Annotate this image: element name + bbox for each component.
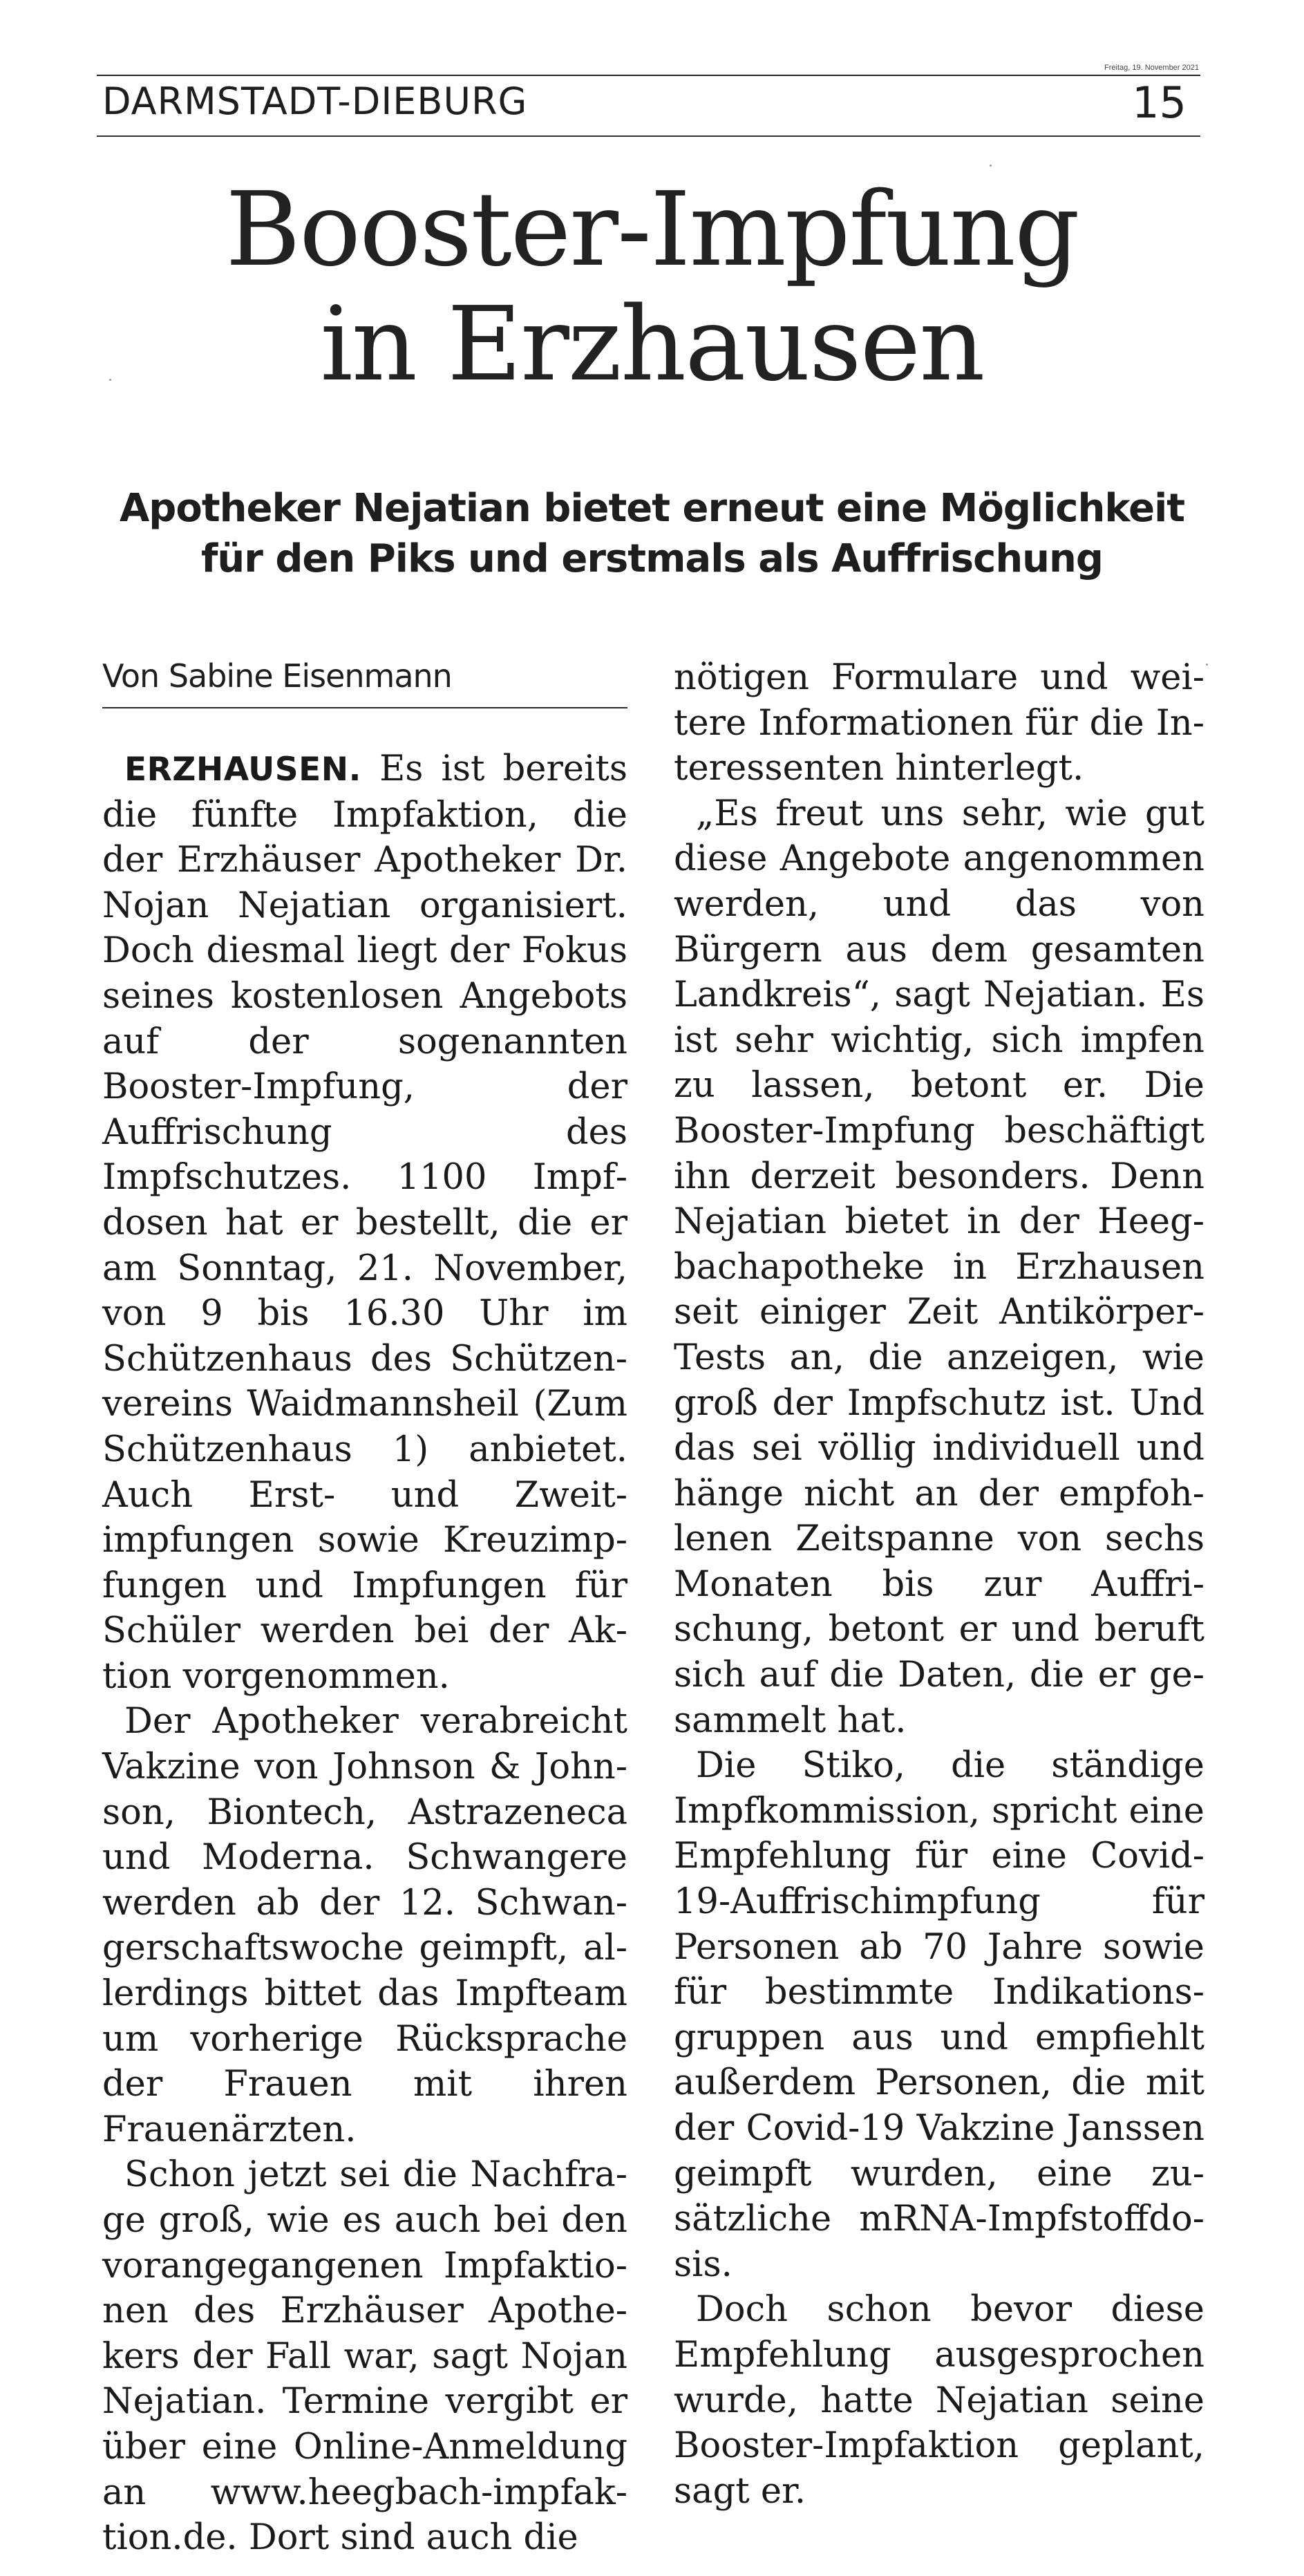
scan-speck xyxy=(109,379,111,381)
subheadline-line-2: für den Piks und erstmals als Auffrischung xyxy=(200,536,1104,581)
article-paragraph-4: „Es freut uns sehr, wie gut diese Angebote angenommen werden, und das von Bürgern aus dem gesamten Landkreis“, sagt Nejatian. Es ist sehr wichtig, sich impfen zu lassen, betont er. Die Booster-Impfung beschäftigt ihn derzeit besonders. Denn Nejatian bietet in der Heegbachapotheke in Erzhausen seit einiger Zeit Antikörper-Tests an, die anzeigen, wie groß der Impfschutz ist. Und das sei völlig individuell und hänge nicht an der empfohlenen Zeitspanne von sechs Monaten bis zur Auffrischung, betont er und beruft sich auf die Daten, die er gesammelt hat. xyxy=(674,793,1204,1741)
article-column-right xyxy=(674,655,1204,2514)
dateline: ERZHAUSEN. xyxy=(124,751,361,789)
subheadline-line-1: Apotheker Nejatian bietet erneut eine Möglichkeit xyxy=(119,486,1185,531)
article-paragraph-6: Doch schon bevor diese Empfehlung ausgesprochen wurde, hatte Nejatian seine Booster-Impfaktion geplant, sagt er. xyxy=(674,2289,1204,2512)
paragraph-1-text: Es ist bereits die fünfte Impfaktion, die der Erzhäuser Apotheker Dr. Nojan Nejatian organisiert. Doch diesmal liegt der Fokus seines kostenlosen Angebots auf der sogenannten Booster-Impfung, der Auffrischung des Impfschutzes. 1100 Impfdosen hat er bestellt, die er am Sonntag, 21. November, von 9 bis 16.30 Uhr im Schützenhaus des Schützenvereins Waidmannsheil (Zum Schützenhaus 1) anbietet. Auch Erst- und Zweitimpfungen sowie Kreuzimpfungen und Impfungen für Schüler werden bei der Aktion vorgenommen. xyxy=(102,749,628,1697)
article-paragraph-2: Der Apotheker verabreicht Vakzine von Johnson & Johnson, Biontech, Astrazeneca und Moderna. Schwangere werden ab der 12. Schwangerschaftswoche geimpft, allerdings bittet das Impfteam um vorherige Rücksprache der Frauen mit ihren Frauenärzten. xyxy=(102,1701,627,2150)
headline-line-1: Booster-Impfung xyxy=(225,170,1079,289)
headline-line-2: in Erzhausen xyxy=(320,284,984,404)
header-rule-bottom xyxy=(97,135,1200,137)
article-paragraph-3-continued: nötigen Formulare und weitere Informationen für die Interessenten hinterlegt. xyxy=(674,657,1204,789)
article-paragraph-5: Die Stiko, die ständige Impfkommission, spricht eine Empfehlung für eine Covid-19-Auffrischimpfung für Personen ab 70 Jahre sowie für bestimmte Indikationsgruppen aus und empfiehlt außerdem Personen, die mit der Covid-19 Vakzine Janssen geimpft wurden, eine zusätzliche mRNA-Impfstoffdosis. xyxy=(674,1745,1204,2285)
subheadline xyxy=(104,484,1200,585)
header-rule-top xyxy=(97,75,1200,76)
scan-speck xyxy=(1206,664,1208,666)
article-column-left xyxy=(102,746,627,2561)
article-paragraph-3: Schon jetzt sei die Nachfrage groß, wie es auch bei den vorangegangenen Impfaktionen des Erzhäuser Apothekers der Fall war, sagt Nojan Nejatian. Termine vergibt er über eine Online-Anmeldung an www.heegbach-impfaktion.de. Dort sind auch die xyxy=(102,2154,627,2559)
headline xyxy=(104,170,1200,404)
issue-date: Freitag, 19. November 2021 xyxy=(1104,64,1199,72)
article-paragraph-1 xyxy=(102,746,627,1699)
byline-rule xyxy=(102,707,627,708)
scan-speck xyxy=(990,164,992,167)
page-number: 15 xyxy=(1132,77,1187,128)
byline: Von Sabine Eisenmann xyxy=(102,657,452,695)
section-name: DARMSTADT-DIEBURG xyxy=(102,79,528,123)
